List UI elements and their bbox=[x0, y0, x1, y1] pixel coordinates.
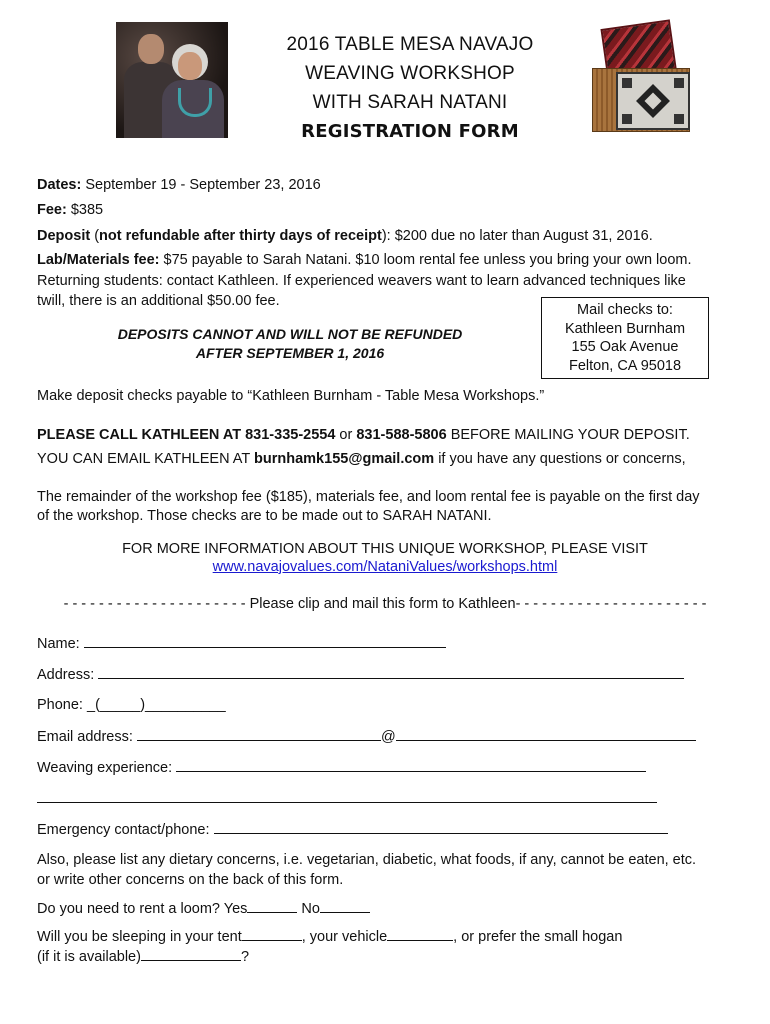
phone-field-row: Phone: _(_____)__________ bbox=[37, 697, 226, 713]
remainder-line-1: The remainder of the workshop fee ($185), materials fee, and loom rental fee is payable on the first day bbox=[37, 489, 700, 505]
loom-question-row: Do you need to rent a loom? Yes No bbox=[37, 898, 370, 919]
title-line-3: WITH SARAH NATANI bbox=[312, 92, 508, 113]
sleeping-question-row-2: (if it is available) ? bbox=[37, 946, 249, 967]
loom-no-field[interactable] bbox=[320, 898, 370, 913]
tent-field[interactable] bbox=[242, 926, 302, 941]
deposit-line: Deposit (not refundable after thirty days of receipt): $200 due no later than August 31, 2016. bbox=[37, 228, 653, 244]
more-info-url-row bbox=[37, 557, 733, 577]
phone-field[interactable]: _(_____)__________ bbox=[87, 697, 226, 713]
dates-line: Dates: September 19 - September 23, 2016 bbox=[37, 177, 321, 193]
mail-checks-box: Mail checks to: Kathleen Burnham 155 Oak Avenue Felton, CA 95018 bbox=[541, 297, 709, 379]
returning-students-line-2: twill, there is an additional $50.00 fee. bbox=[37, 293, 280, 309]
emergency-contact-field[interactable] bbox=[214, 819, 668, 834]
dietary-line-2: or write other concerns on the back of this form. bbox=[37, 872, 344, 888]
sleeping-question-row: Will you be sleeping in your tent , your vehicle , or prefer the small hogan bbox=[37, 926, 622, 947]
email-line: YOU CAN EMAIL KATHLEEN AT burnhamk155@gmail.com if you have any questions or concerns, bbox=[37, 451, 686, 467]
remainder-line-2: of the workshop. Those checks are to be made out to SARAH NATANI. bbox=[37, 508, 492, 524]
name-field-row: Name: bbox=[37, 633, 446, 654]
refund-warning: DEPOSITS CANNOT AND WILL NOT BE REFUNDED AFTER SEPTEMBER 1, 2016 bbox=[117, 326, 463, 361]
dietary-line-1: Also, please list any dietary concerns, i.e. vegetarian, diabetic, what foods, if any, cannot be eaten, etc. bbox=[37, 852, 697, 868]
returning-students-line-1: Returning students: contact Kathleen. If experienced weavers want to learn advanced techniques like bbox=[37, 273, 686, 289]
clip-line: - - - - - - - - - - - - - - - - - - - - - Please clip and mail this form to Kathleen- - - - - - - - - - - - - - - - - - - - - - bbox=[63, 596, 707, 612]
title-line-2: WEAVING WORKSHOP bbox=[305, 63, 515, 84]
lab-fee-line: Lab/Materials fee: $75 payable to Sarah Natani. $10 loom rental fee unless you bring your own loom. bbox=[37, 252, 692, 268]
fee-line: Fee: $385 bbox=[37, 202, 104, 218]
address-field[interactable] bbox=[98, 664, 684, 679]
title-line-1: 2016 TABLE MESA NAVAJO bbox=[286, 34, 534, 55]
weaving-experience-field-2[interactable] bbox=[37, 788, 657, 803]
vehicle-field[interactable] bbox=[387, 926, 453, 941]
emergency-contact-row: Emergency contact/phone: bbox=[37, 819, 668, 840]
photo-two-weavers-image bbox=[116, 22, 228, 138]
email-user-field[interactable] bbox=[137, 726, 381, 741]
name-field[interactable] bbox=[84, 633, 446, 648]
weaving-experience-row: Weaving experience: bbox=[37, 757, 646, 778]
weaving-experience-field[interactable] bbox=[176, 757, 646, 772]
loom-yes-field[interactable] bbox=[247, 898, 297, 913]
workshop-url-link[interactable]: www.navajovalues.com/NataniValues/workshops.html bbox=[212, 559, 558, 575]
more-info-line: FOR MORE INFORMATION ABOUT THIS UNIQUE WORKSHOP, PLEASE VISIT bbox=[122, 541, 648, 557]
call-line: PLEASE CALL KATHLEEN AT 831-335-2554 or 831-588-5806 BEFORE MAILING YOUR DEPOSIT. bbox=[37, 427, 690, 443]
email-field-row: Email address: @ bbox=[37, 726, 696, 747]
email-address-text: burnhamk155@gmail.com bbox=[254, 451, 435, 467]
page-title bbox=[230, 30, 590, 146]
hogan-field[interactable] bbox=[141, 946, 241, 961]
payable-note: Make deposit checks payable to “Kathleen Burnham - Table Mesa Workshops.” bbox=[37, 388, 545, 404]
navajo-rug-pattern-image bbox=[616, 72, 690, 130]
email-domain-field[interactable] bbox=[396, 726, 696, 741]
title-line-4: REGISTRATION FORM bbox=[301, 121, 519, 142]
address-field-row: Address: bbox=[37, 664, 684, 685]
